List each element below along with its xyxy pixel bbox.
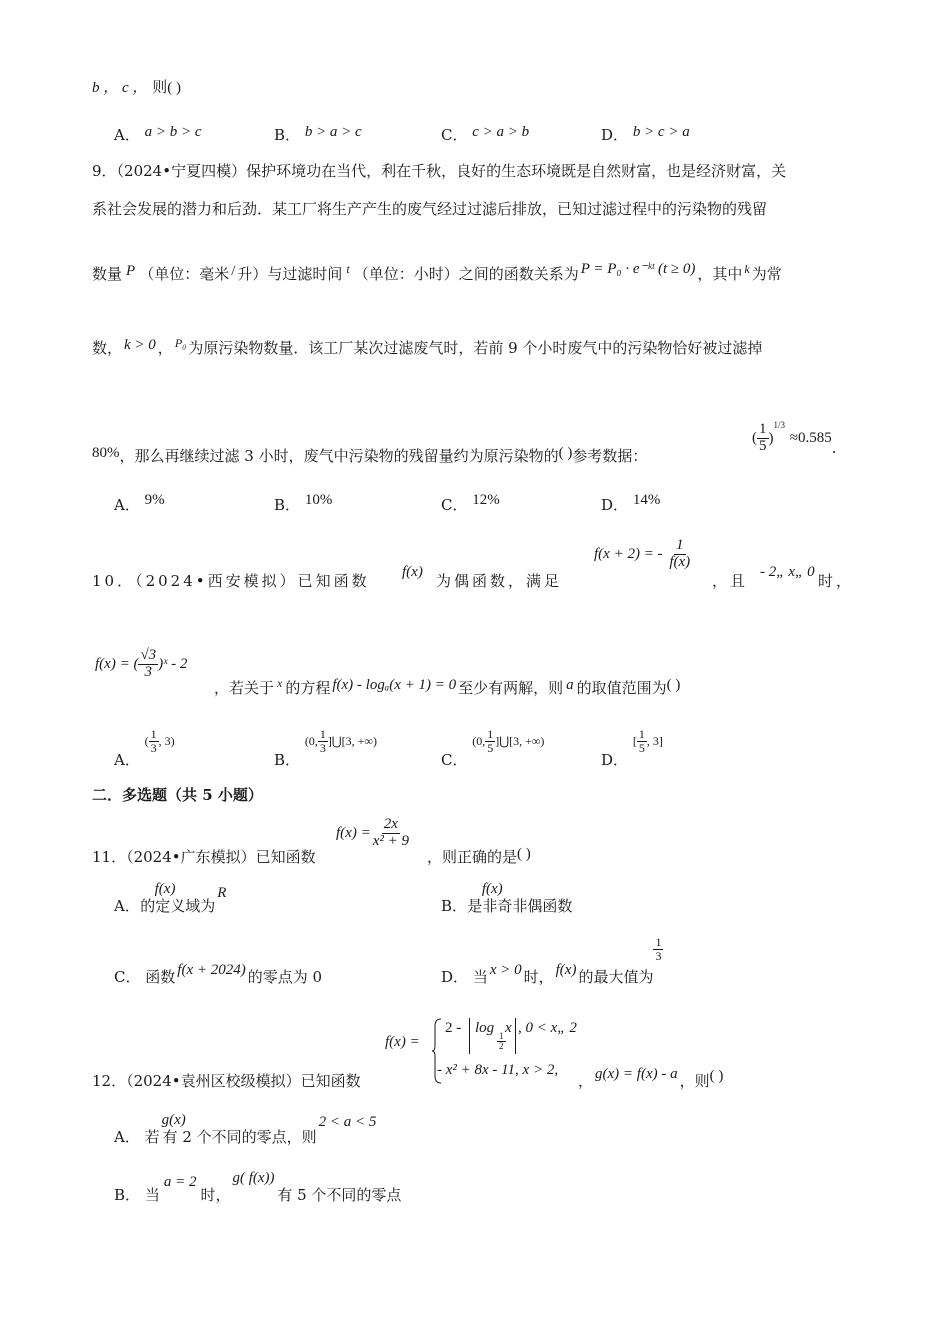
q10-line1d: 时， [818, 572, 855, 590]
q8-vars: b ， c ， [92, 80, 148, 96]
q10-option-d[interactable]: D． [ $\frac{1}{5}$ , 3] [601, 727, 663, 770]
q10-equation: f(x) - logₐ(x + 1) = 0 [332, 677, 457, 693]
q12-line1b: ， g(x) = f(x) - a ，则( ) [578, 1066, 724, 1090]
q8-option-c[interactable]: C． c > a > b [441, 124, 530, 144]
q8-option-d[interactable]: D． b > c > a [601, 124, 690, 144]
q10-source: （2024•西安模拟） [135, 572, 298, 590]
q11-option-d[interactable]: D． 当 x > 0 时， f(x) 的最大值为 $\frac{1}{3}$ [441, 935, 662, 986]
q8-paren: ( ) [167, 80, 181, 96]
q11-line1: 11．（2024•广东模拟）已知函数 [92, 848, 316, 866]
q10-line1c: ，且 [712, 572, 749, 590]
q9-line5: 80%，那么再继续过滤 3 小时，废气中污染物的残留量约为原污染物的( )参考数据： [92, 445, 648, 465]
q9-reference: ( $\frac{1}{5}$ )$^{1/3}$ ≈0.585． [752, 420, 847, 457]
q10-line1: 10．（2024•西安模拟）已知函数 [92, 572, 370, 590]
q12-source: （2024•袁州区校级模拟） [126, 1072, 301, 1090]
abs-bar-right [515, 1018, 516, 1054]
q9-option-a[interactable]: A． 9% [114, 492, 165, 514]
q12-option-b[interactable]: B． 当a = 2时，g( f(x)) 有 5 个不同的零点 [114, 1170, 402, 1204]
q9-line3: 数量 P （单位：毫米 / 升）与过滤时间 $^t$ （单位：小时）之间的函数关系为 P = P₀ · e⁻ᵏᵗ (t ≥ 0) ，其中 $^k$ 为常 [92, 261, 782, 283]
q9-formula: P = P₀ · e⁻ᵏᵗ (t ≥ 0) [580, 261, 696, 277]
q11-option-c[interactable]: C． 函数 f(x + 2024) 的零点为 0 [114, 962, 323, 986]
q10-fx: f(x) [402, 564, 423, 580]
q11-line1b: ，则正确的是( ) [427, 846, 531, 866]
q11-option-b[interactable]: B． f(x) 是非奇非偶函数 [441, 881, 573, 915]
q9-option-b[interactable]: B． 10% [274, 492, 333, 514]
q8-option-a[interactable]: A． a > b > c [114, 124, 202, 144]
q9-line4: 数， k > 0 ， $^{P_0}$ 为原污染物数量．该工厂某次过滤废气时，若前 9 个小时废气中的污染物恰好被过滤掉 [92, 336, 763, 357]
q10-option-c[interactable]: C． (0, $\frac{1}{5}$ ]⋃[3, +∞) [441, 727, 545, 770]
q9-line2: 系社会发展的潜力和后劲．某工厂将生产产生的废气经过过滤后排放，已知过滤过程中的污染物的残留 [92, 200, 768, 218]
q12-option-a[interactable]: A． 若g(x) 有 2 个不同的零点，则2 < a < 5 [114, 1112, 377, 1146]
q12-line1: 12．（2024•袁州区校级模拟）已知函数 [92, 1072, 361, 1090]
q12-number: 12． [92, 1072, 127, 1090]
q9-line1: 9．（2024•宁夏四模）保护环境功在当代，利在千秋，良好的生态环境既是自然财富，也是经济财富，关 [92, 162, 787, 180]
q10-number: 10． [92, 572, 136, 590]
q8-then: 则 [152, 78, 168, 96]
q10-line1b: 为偶函数，满足 [436, 572, 563, 590]
q8-tail [92, 76, 181, 97]
q10-definition: f(x) = ( $\frac{√3}{3}$ )ˣ - 2 [95, 647, 188, 680]
q9-number: 9． [92, 162, 117, 180]
q8-option-b[interactable]: B． b > a > c [274, 124, 362, 144]
q12-piecewise: f(x) = 2 - log $\frac{1}{2}$ x , 0 < x„ 2 - x² + 8x - 11, x > 2, [385, 1018, 585, 1086]
q9-option-d[interactable]: D． 14% [601, 492, 661, 514]
q10-recurrence: f(x + 2) = - $\frac{1}{f(x)}$ [594, 537, 691, 570]
q11-number: 11． [92, 848, 127, 866]
q11-option-a[interactable]: A． f(x) 的定义域为R [114, 881, 227, 915]
q10-cond: - 2„ x„ 0 [760, 564, 815, 580]
q10-option-a[interactable]: A． ( $\frac{1}{3}$ , 3) [114, 727, 175, 770]
q10-line2: ，若关于 $^x$ 的方程 f(x) - logₐ(x + 1) = 0 至少有两解，则 a 的取值范围为( ) [214, 676, 681, 697]
q11-source: （2024•广东模拟） [126, 848, 256, 866]
abs-bar-left [469, 1018, 470, 1054]
section-title: 二．多选题（共 5 小题） [92, 786, 263, 804]
q10-option-b[interactable]: B． (0, $\frac{1}{3}$ ]⋃[3, +∞) [274, 727, 377, 770]
q11-function: f(x) = $\frac{2x}{\text{x² + 9}}$ [336, 816, 409, 849]
q9-option-c[interactable]: C． 12% [441, 492, 500, 514]
q9-source: （2024•宁夏四模） [116, 162, 247, 180]
